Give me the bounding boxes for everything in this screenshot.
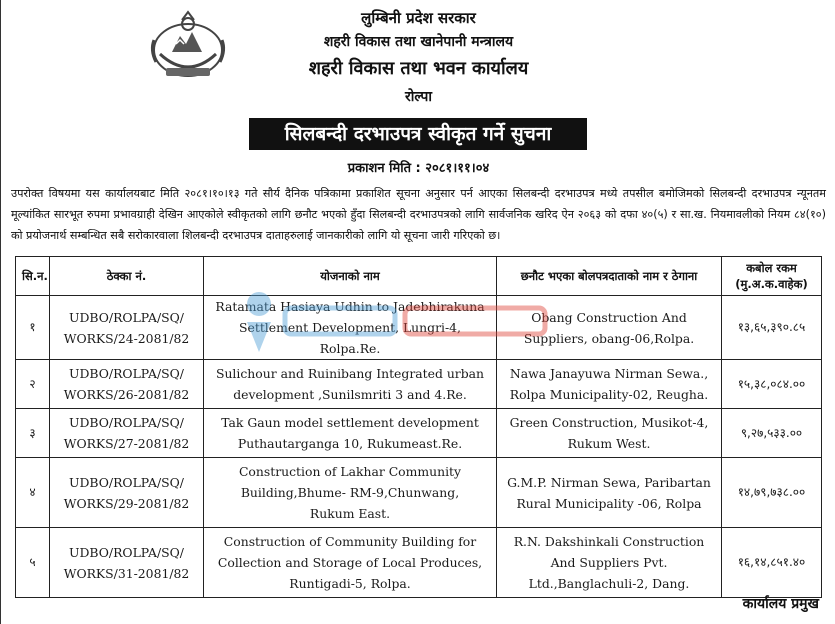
- row-sn: १: [16, 296, 50, 360]
- row-bidder: [497, 409, 722, 458]
- table-row: [16, 528, 822, 598]
- project-line: Puthautarganga 10, Rukumeast.Re.: [237, 436, 463, 451]
- contract-line: WORKS/26-2081/82: [63, 387, 190, 402]
- header-sn: सि.न.: [16, 257, 50, 296]
- table-row: [16, 360, 822, 409]
- contract-line: UDBO/ROLPA/SQ/: [69, 415, 184, 430]
- header-bidder: छनौट भएका बोलपत्रदाताको नाम र ठेगाना: [497, 257, 722, 296]
- bidder-line: And Suppliers Pvt.: [550, 555, 668, 570]
- project-line: Settlement Development, Lungri-4, Rolpa.Re.: [239, 320, 461, 356]
- office-chief-signoff: कार्यालय प्रमुख: [742, 596, 819, 612]
- bidder-line: Obang Construction And: [531, 309, 687, 325]
- bidder-line: Suppliers, obang-06,Rolpa.: [523, 330, 695, 346]
- project-line: Sulichour and Ruinibang Integrated urban: [215, 366, 485, 381]
- bidder-line: G.M.P. Nirman Sewa, Paribartan: [507, 474, 711, 490]
- contract-line: WORKS/24-2081/82: [63, 330, 190, 346]
- contract-line: UDBO/ROLPA/SQ/: [69, 309, 184, 325]
- project-line: Construction of Community Building for: [223, 534, 477, 549]
- province-heading: लुम्बिनी प्रदेश सरकार: [361, 9, 476, 27]
- row-amount: १६,१४,८५१.४०: [722, 528, 822, 598]
- contract-line: WORKS/29-2081/82: [63, 495, 190, 511]
- project-line: Construction of Lakhar Community: [238, 464, 462, 479]
- header-amount-label: कबोल रकम: [746, 261, 797, 275]
- row-project: [204, 458, 497, 528]
- bidder-line: Rukum West.: [567, 436, 651, 451]
- project-line: development ,Sunilsmriti 3 and 4.Re.: [233, 387, 467, 402]
- bidder-line: Rural Municipality -06, Rolpa: [516, 495, 702, 511]
- row-sn: २: [16, 360, 50, 409]
- selected-bids-table: [15, 256, 822, 598]
- notice-paragraph: उपरोक्त विषयमा यस कार्यालयबाट मिति २०८१।१०।१३ गते सौर्य दैनिक पत्रिकामा प्रकाशित सूचना अनुसार पर्न आएका सिलबन्दी दरभाउपत्र मध्ये तपसील बमोजिमको सिलबन्दी दरभाउपत्र न्यूनतम मूल्यांकित सारभूत रुपमा प्रभावग्राही देखिन आएकोले स्वीकृतको लागि छनौट भएको हुँदा सिलबन्दी दरभाउपत्रको लागि सार्वजनिक खरिद ऐन २०६३ को दफा ४०(५) र सा.ख. नियमावलीको नियम ८४(१०) को प्रयोजनार्थ सम्बन्धित सबै सरोकारवाला शिलबन्दी दरभाउपत्र दाताहरुलाई जानकारीको लागि यो सूचना जारी गरिएको छ।: [11, 187, 826, 242]
- publish-date: प्रकाशन मिति : २०८१।११।०४: [347, 161, 490, 176]
- project-line: Tak Gaun model settlement development: [221, 415, 479, 430]
- bidder-line: Green Construction, Musikot-4,: [509, 415, 709, 430]
- table-row: [16, 458, 822, 528]
- notice-title-banner: सिलबन्दी दरभाउपत्र स्वीकृत गर्ने सुचना: [249, 118, 587, 150]
- office-heading: शहरी विकास तथा भवन कार्यालय: [308, 58, 529, 79]
- project-line: Rukum East.: [309, 506, 391, 521]
- row-sn: ३: [16, 409, 50, 458]
- row-amount: १५,३८,०८४.००: [722, 360, 822, 409]
- header-project: योजनाको नाम: [204, 257, 497, 296]
- row-contract: [50, 528, 204, 598]
- table-row: [16, 409, 822, 458]
- bidder-line: R.N. Dakshinkali Construction: [513, 534, 705, 549]
- row-sn: ४: [16, 458, 50, 528]
- location-heading: रोल्पा: [405, 89, 432, 105]
- project-line: Building,Bhume- RM-9,Chunwang,: [240, 485, 460, 500]
- contract-line: UDBO/ROLPA/SQ/: [69, 474, 184, 490]
- header-contract: ठेक्का नं.: [50, 257, 204, 296]
- table-header-row: [16, 257, 822, 296]
- row-project: [204, 409, 497, 458]
- row-bidder: [497, 458, 722, 528]
- contract-line: WORKS/31-2081/82: [63, 565, 190, 581]
- project-line: Runtigadi-5, Rolpa.: [289, 576, 411, 591]
- row-bidder: [497, 528, 722, 598]
- row-amount: १४,७९,७३८.००: [722, 458, 822, 528]
- row-contract: [50, 409, 204, 458]
- row-project: [204, 296, 497, 360]
- row-sn: ५: [16, 528, 50, 598]
- row-bidder: [497, 360, 722, 409]
- bidder-line: Rolpa Municipality-02, Reugha.: [509, 387, 709, 402]
- project-line: Ratamata Hasiaya Udhin to Jadebhirakuna: [215, 299, 485, 314]
- row-contract: [50, 360, 204, 409]
- contract-line: UDBO/ROLPA/SQ/: [69, 366, 184, 381]
- row-project: [204, 360, 497, 409]
- row-amount: ९,२७,५३३.००: [722, 409, 822, 458]
- contract-line: UDBO/ROLPA/SQ/: [69, 544, 184, 560]
- project-line: Collection and Storage of Local Produces,: [217, 555, 483, 570]
- row-contract: [50, 296, 204, 360]
- bidder-line: Nawa Janayuwa Nirman Sewa.,: [509, 366, 709, 381]
- row-bidder: [497, 296, 722, 360]
- header-amount-note: (मु.अ.क.वाहेक): [735, 277, 808, 291]
- bidder-line: Ltd.,Banglachuli-2, Dang.: [528, 576, 690, 591]
- table-row: [16, 296, 822, 360]
- contract-line: WORKS/27-2081/82: [63, 436, 190, 451]
- row-project: [204, 528, 497, 598]
- row-contract: [50, 458, 204, 528]
- ministry-heading: शहरी विकास तथा खानेपानी मन्त्रालय: [323, 34, 514, 50]
- row-amount: १३,६५,३९०.८५: [722, 296, 822, 360]
- header-amount: [722, 257, 822, 296]
